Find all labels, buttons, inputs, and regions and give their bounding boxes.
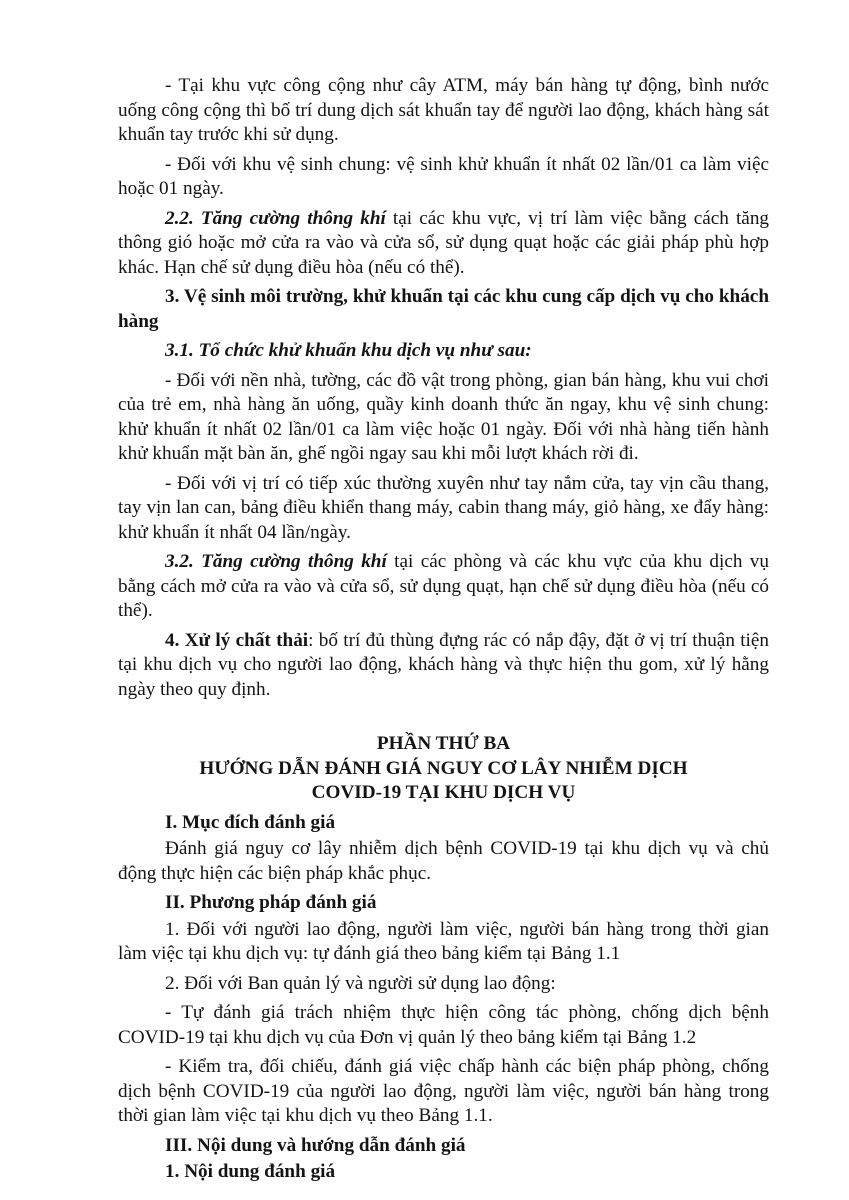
paragraph-floor-disinfection: - Đối với nền nhà, tường, các đồ vật trong phòng, gian bán hàng, khu vui chơi của trẻ em, nhà hàng ăn uống, quầy kinh doanh thức ăn ngay, khu vệ sinh chung: khử khuẩn ít nhất 02 lần/01 ca làm việc hoặc 01 ngày. Đối với nhà hàng tiến hành khử khuẩn mặt bàn ăn, ghế ngồi ngay sau khi mỗi lượt khách rời đi. (118, 369, 769, 464)
lead-ventilation-2-2: 2.2. Tăng cường thông khí (165, 207, 386, 229)
heading-content: 1. Nội dung đánh giá (165, 1161, 336, 1182)
lead-ventilation-3-2: 3.2. Tăng cường thông khí (165, 551, 387, 572)
heading-section-3: 3. Vệ sinh môi trường, khử khuẩn tại các khu cung cấp dịch vụ cho khách hàng (118, 286, 769, 332)
paragraph-waste-handling (118, 629, 769, 703)
paragraph-atm-sanitizer: - Tại khu vực công cộng như cây ATM, máy bán hàng tự động, bình nước uống công cộng thì bố trí dung dịch sát khuẩn tay để người lao động, khách hàng sát khuẩn tay trước khi sử dụng. (118, 75, 769, 145)
paragraph-method-workers: 1. Đối với người lao động, người làm việc, người bán hàng trong thời gian làm việc tại khu dịch vụ: tự đánh giá theo bảng kiểm tại Bảng 1.1 (118, 918, 769, 964)
part-three-subtitle-line2: COVID-19 TẠI KHU DỊCH VỤ (311, 782, 576, 803)
heading-content-guidance: III. Nội dung và hướng dẫn đánh giá (165, 1134, 466, 1156)
body-ventilation-3-2: tại các phòng và các khu vực của khu dịch vụ bằng cách mở cửa ra vào và cửa sổ, sử dụng quạt, hạn chế sử dụng điều hòa (nếu có thể). (118, 551, 769, 621)
heading-section-3-1: 3.1. Tổ chức khử khuẩn khu dịch vụ như sau: (165, 340, 532, 361)
part-three-subtitle-line1: HƯỚNG DẪN ĐÁNH GIÁ NGUY CƠ LÂY NHIỄM DỊCH (199, 757, 688, 779)
paragraph-ventilation-3-2 (118, 550, 769, 624)
paragraph-purpose: Đánh giá nguy cơ lây nhiễm dịch bệnh COVID-19 tại khu dịch vụ và chủ động thực hiện các biện pháp khắc phục. (118, 838, 769, 884)
heading-method: II. Phương pháp đánh giá (165, 892, 377, 913)
body-ventilation-2-2: tại các khu vực, vị trí làm việc bằng cách tăng thông gió hoặc mở cửa ra vào và cửa sổ, sử dụng quạt hoặc các giải pháp phù hợp khác. Hạn chế sử dụng điều hòa (nếu có thể). (118, 207, 770, 278)
paragraph-ventilation-2-2 (118, 207, 769, 281)
body-waste-handling: : bố trí đủ thùng đựng rác có nắp đậy, đặt ở vị trí thuận tiện tại khu dịch vụ cho người lao động, khách hàng và thực hiện thu gom, xử lý hằng ngày theo quy định. (118, 629, 769, 700)
paragraph-method-management: 2. Đối với Ban quản lý và người sử dụng lao động: (165, 972, 556, 994)
lead-waste-handling: 4. Xử lý chất thải (165, 629, 309, 651)
paragraph-self-assessment: - Tự đánh giá trách nhiệm thực hiện công tác phòng, chống dịch bệnh COVID-19 tại khu dịch vụ của Đơn vị quản lý theo bảng kiểm tại Bảng 1.2 (118, 1002, 769, 1048)
part-three-title: PHẦN THỨ BA (376, 733, 511, 754)
paragraph-inspection: - Kiểm tra, đối chiếu, đánh giá việc chấp hành các biện pháp phòng, chống dịch bệnh COVID-19 của người lao động, người làm việc, người bán hàng trong thời gian làm việc tại khu dịch vụ theo Bảng 1.1. (118, 1056, 769, 1126)
heading-purpose: I. Mục đích đánh giá (165, 811, 336, 833)
paragraph-contact-surfaces: - Đối với vị trí có tiếp xúc thường xuyên như tay nắm cửa, tay vịn cầu thang, tay vịn lan can, bảng điều khiển thang máy, cabin thang máy, giỏ hàng, xe đẩy hàng: khử khuẩn ít nhất 04 lần/ngày. (118, 472, 769, 543)
paragraph-restroom-cleaning: - Đối với khu vệ sinh chung: vệ sinh khử khuẩn ít nhất 02 lần/01 ca làm việc hoặc 01 ngày. (118, 153, 769, 199)
